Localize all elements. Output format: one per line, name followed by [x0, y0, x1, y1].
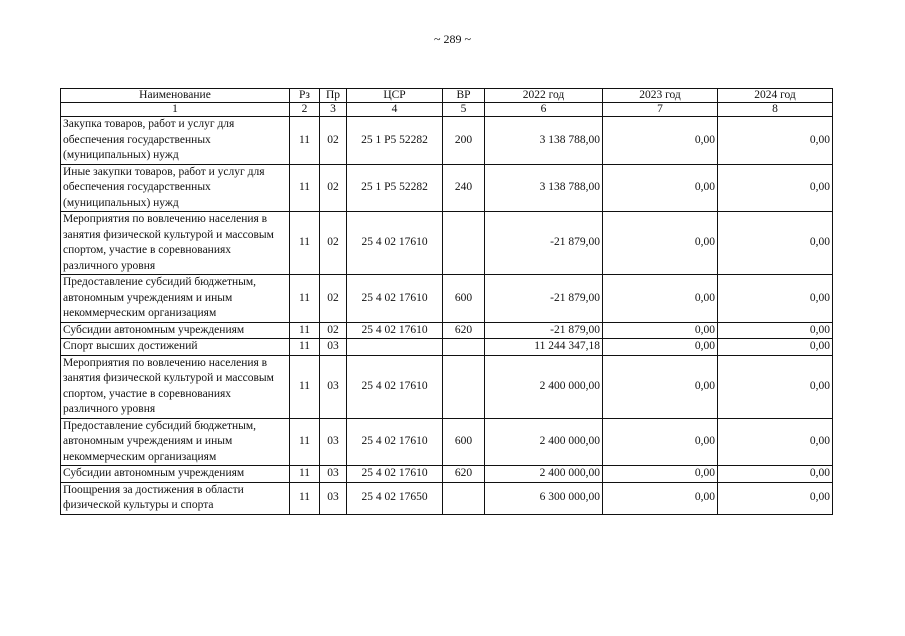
- row-rz: 11: [290, 164, 320, 212]
- budget-table: [60, 88, 833, 515]
- row-rz: 11: [290, 355, 320, 418]
- row-pr: 02: [320, 275, 347, 323]
- table-row: [61, 339, 833, 356]
- row-csr: 25 4 02 17650: [347, 482, 443, 514]
- header-row: [61, 89, 833, 103]
- row-2022: 2 400 000,00: [485, 466, 603, 483]
- row-2022: 6 300 000,00: [485, 482, 603, 514]
- row-2024: 0,00: [718, 466, 833, 483]
- row-2023: 0,00: [603, 418, 718, 466]
- row-2023: 0,00: [603, 164, 718, 212]
- row-2022: 11 244 347,18: [485, 339, 603, 356]
- table-row: [61, 212, 833, 275]
- row-rz: 11: [290, 275, 320, 323]
- row-2023: 0,00: [603, 339, 718, 356]
- row-csr: 25 1 P5 52282: [347, 164, 443, 212]
- header-rz: Рз: [290, 89, 320, 103]
- row-2024: 0,00: [718, 212, 833, 275]
- row-vr: 600: [443, 275, 485, 323]
- row-vr: 240: [443, 164, 485, 212]
- row-2024: 0,00: [718, 418, 833, 466]
- column-number: 6: [485, 103, 603, 117]
- row-2022: -21 879,00: [485, 322, 603, 339]
- row-pr: 03: [320, 355, 347, 418]
- row-csr: 25 4 02 17610: [347, 212, 443, 275]
- row-2024: 0,00: [718, 164, 833, 212]
- table-row: [61, 117, 833, 165]
- row-vr: [443, 212, 485, 275]
- row-2022: 3 138 788,00: [485, 164, 603, 212]
- row-rz: 11: [290, 482, 320, 514]
- row-name: Спорт высших достижений: [61, 339, 290, 356]
- column-number: 4: [347, 103, 443, 117]
- table-row: [61, 355, 833, 418]
- row-rz: 11: [290, 212, 320, 275]
- row-2022: 2 400 000,00: [485, 355, 603, 418]
- table-row: [61, 418, 833, 466]
- table-row: [61, 322, 833, 339]
- row-2023: 0,00: [603, 322, 718, 339]
- row-vr: 200: [443, 117, 485, 165]
- table-row: [61, 482, 833, 514]
- row-2024: 0,00: [718, 355, 833, 418]
- row-2024: 0,00: [718, 117, 833, 165]
- row-2023: 0,00: [603, 482, 718, 514]
- row-2024: 0,00: [718, 482, 833, 514]
- header-2023: 2023 год: [603, 89, 718, 103]
- column-number: 8: [718, 103, 833, 117]
- row-name: Субсидии автономным учреждениям: [61, 466, 290, 483]
- row-rz: 11: [290, 339, 320, 356]
- header-csr: ЦСР: [347, 89, 443, 103]
- row-rz: 11: [290, 466, 320, 483]
- row-vr: 600: [443, 418, 485, 466]
- row-2022: -21 879,00: [485, 275, 603, 323]
- row-csr: [347, 339, 443, 356]
- row-rz: 11: [290, 418, 320, 466]
- row-name: Предоставление субсидий бюджетным, автономным учреждениям и иным некоммерческим организациям: [61, 418, 290, 466]
- row-pr: 02: [320, 212, 347, 275]
- row-pr: 02: [320, 164, 347, 212]
- column-numbering-row: [61, 103, 833, 117]
- row-name: Иные закупки товаров, работ и услуг для обеспечения государственных (муниципальных) нужд: [61, 164, 290, 212]
- row-pr: 03: [320, 466, 347, 483]
- row-rz: 11: [290, 117, 320, 165]
- row-2024: 0,00: [718, 275, 833, 323]
- row-name: Закупка товаров, работ и услуг для обеспечения государственных (муниципальных) нужд: [61, 117, 290, 165]
- header-2022: 2022 год: [485, 89, 603, 103]
- row-pr: 03: [320, 418, 347, 466]
- row-vr: [443, 482, 485, 514]
- row-2024: 0,00: [718, 339, 833, 356]
- header-name: Наименование: [61, 89, 290, 103]
- row-pr: 02: [320, 322, 347, 339]
- row-csr: 25 4 02 17610: [347, 355, 443, 418]
- row-vr: [443, 355, 485, 418]
- row-csr: 25 4 02 17610: [347, 322, 443, 339]
- row-vr: 620: [443, 322, 485, 339]
- row-2022: 2 400 000,00: [485, 418, 603, 466]
- row-csr: 25 4 02 17610: [347, 418, 443, 466]
- page-number: ~ 289 ~: [434, 32, 471, 46]
- row-csr: 25 4 02 17610: [347, 466, 443, 483]
- header-vr: ВР: [443, 89, 485, 103]
- row-name: Поощрения за достижения в области физической культуры и спорта: [61, 482, 290, 514]
- row-pr: 02: [320, 117, 347, 165]
- table-row: [61, 275, 833, 323]
- row-2023: 0,00: [603, 212, 718, 275]
- row-vr: 620: [443, 466, 485, 483]
- row-2023: 0,00: [603, 275, 718, 323]
- column-number: 3: [320, 103, 347, 117]
- table-row: [61, 164, 833, 212]
- column-number: 1: [61, 103, 290, 117]
- column-number: 5: [443, 103, 485, 117]
- row-2022: -21 879,00: [485, 212, 603, 275]
- row-pr: 03: [320, 482, 347, 514]
- row-rz: 11: [290, 322, 320, 339]
- row-2023: 0,00: [603, 117, 718, 165]
- header-pr: Пр: [320, 89, 347, 103]
- row-csr: 25 4 02 17610: [347, 275, 443, 323]
- row-pr: 03: [320, 339, 347, 356]
- row-csr: 25 1 P5 52282: [347, 117, 443, 165]
- row-name: Мероприятия по вовлечению населения в занятия физической культурой и массовым спортом, участие в соревнованиях различного уровня: [61, 212, 290, 275]
- table-row: [61, 466, 833, 483]
- row-2022: 3 138 788,00: [485, 117, 603, 165]
- column-number: 2: [290, 103, 320, 117]
- row-name: Субсидии автономным учреждениям: [61, 322, 290, 339]
- row-2024: 0,00: [718, 322, 833, 339]
- row-name: Предоставление субсидий бюджетным, автономным учреждениям и иным некоммерческим организациям: [61, 275, 290, 323]
- row-vr: [443, 339, 485, 356]
- column-number: 7: [603, 103, 718, 117]
- header-2024: 2024 год: [718, 89, 833, 103]
- row-2023: 0,00: [603, 355, 718, 418]
- row-2023: 0,00: [603, 466, 718, 483]
- row-name: Мероприятия по вовлечению населения в занятия физической культурой и массовым спортом, участие в соревнованиях различного уровня: [61, 355, 290, 418]
